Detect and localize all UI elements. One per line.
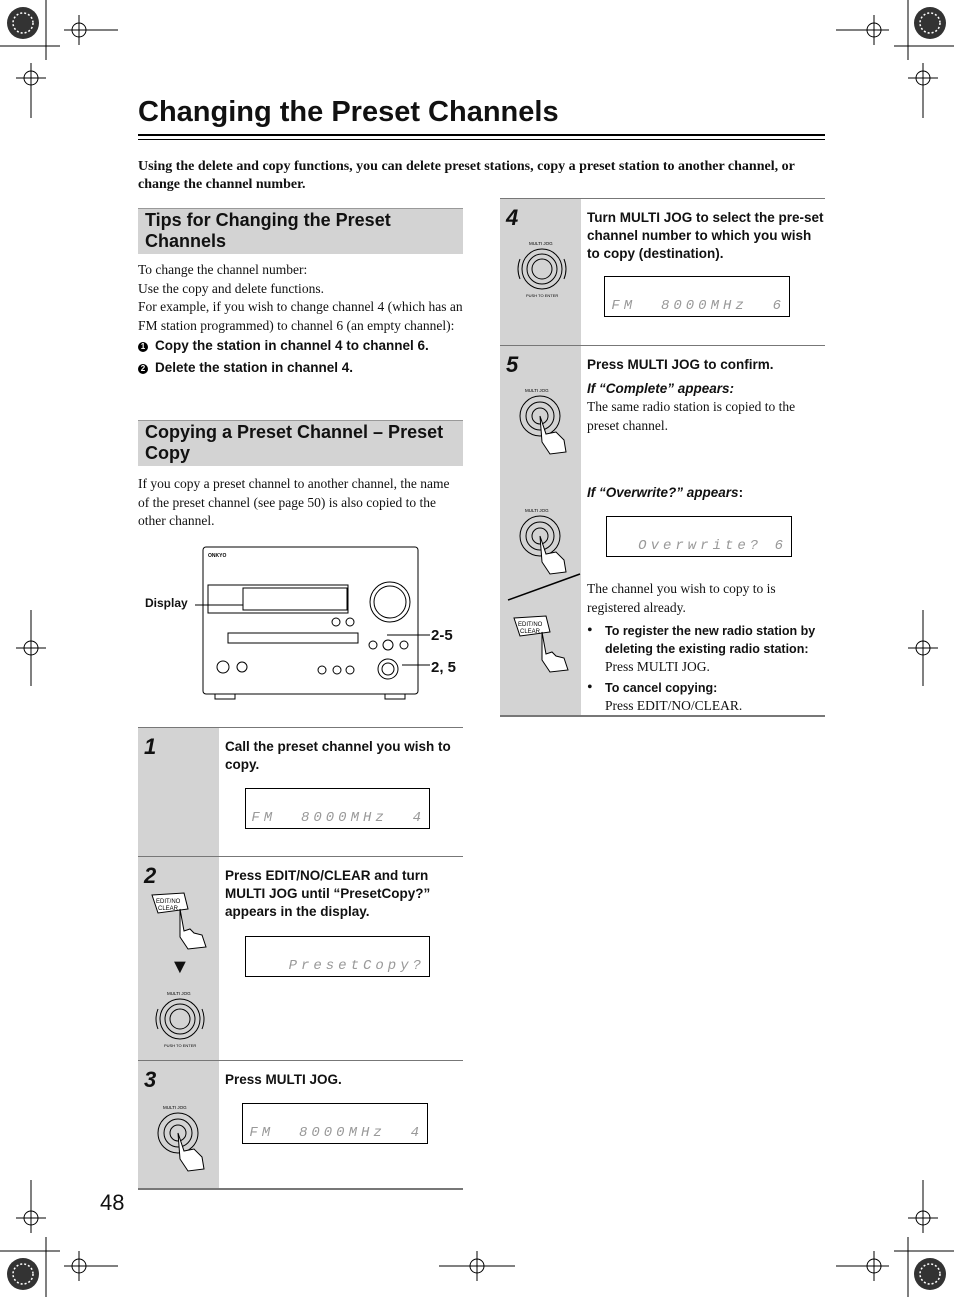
overwrite-text: The channel you wish to copy to is registered already. [587,581,776,615]
intro-text: Using the delete and copy functions, you can delete preset stations, copy a preset station to another channel, or change the channel number. [138,159,795,192]
multi-jog-press-icon [512,506,572,576]
tips-item [138,337,463,355]
tips-p2: Use the copy and delete functions. [138,280,324,296]
callout-2-5: 2-5 [431,627,453,644]
step-4 [500,198,825,345]
svg-text:MULTI JOG: MULTI JOG [167,991,191,996]
edit-button-hand-icon [150,891,210,951]
step-1 [138,727,463,856]
svg-text:MULTI JOG: MULTI JOG [529,241,553,246]
page-number: 48 [100,1190,125,1215]
lcd-display: FM 8000MHz 4 [245,788,430,829]
tips-item-text: Copy the station in channel 4 to channel 6. [155,338,429,353]
bullet-text: Press EDIT/NO/CLEAR. [605,697,743,713]
title-rule [138,139,825,140]
svg-text:CLEAR: CLEAR [158,906,179,912]
tips-item-text: Delete the station in channel 4. [155,360,354,375]
svg-text:MULTI JOG: MULTI JOG [163,1105,187,1110]
colon: : [738,485,744,500]
complete-text: The same radio station is copied to the preset channel. [587,399,796,433]
bullet-text: Press MULTI JOG. [605,659,710,674]
number-badge: 1 [138,342,148,352]
svg-text:CLEAR: CLEAR [520,629,541,635]
multi-jog-press-icon [512,386,572,456]
svg-text:ONKYO: ONKYO [208,553,227,559]
svg-text:PUSH TO ENTER: PUSH TO ENTER [164,1043,197,1048]
page-title: Changing the Preset Channels [138,96,559,128]
bullet-item: • To register the new radio station by deleting the existing radio station: Press MULTI JOG. [587,622,825,677]
step-title: Press MULTI JOG to confirm. [587,357,774,372]
step-number: 5 [506,352,519,377]
step-title: Call the preset channel you wish to copy. [225,739,451,772]
display-label: Display [145,596,188,610]
divider [500,715,825,717]
complete-heading: If “Complete” appears: [587,381,735,396]
or-divider-line [506,572,581,602]
multi-jog-press-icon [150,1103,210,1173]
overwrite-heading [587,484,825,502]
step-number: 3 [144,1067,157,1092]
step-title: Press EDIT/NO/CLEAR and turn MULTI JOG until “PresetCopy?” appears in the display. [225,868,431,919]
svg-text:EDIT/NO: EDIT/NO [518,622,543,628]
divider [138,1188,463,1190]
bullet-heading: To register the new radio station by deleting the existing radio station: [605,624,816,656]
bullet-heading: To cancel copying: [605,680,718,695]
lcd-display: FM 8000MHz 6 [604,276,790,317]
multi-jog-dial-icon [150,989,210,1049]
multi-jog-dial-icon [512,239,572,299]
step-number: 4 [506,205,519,230]
number-badge: 2 [138,364,148,374]
title-rule [138,134,825,136]
lcd-display: PresetCopy? [245,936,430,977]
svg-text:EDIT/NO: EDIT/NO [156,899,181,905]
lcd-display: Overwrite? 6 [606,516,792,557]
edit-button-hand-icon [512,614,572,674]
tips-item [138,359,463,377]
step-number: 1 [144,734,157,759]
step-3 [138,1060,463,1189]
step-5 [500,345,825,716]
step-2 [138,856,463,1060]
tips-p1: To change the channel number: [138,262,308,277]
overwrite-heading-text: If “Overwrite?” appears [587,485,739,500]
step-title: Press MULTI JOG. [225,1072,342,1087]
svg-text:MULTI JOG: MULTI JOG [525,388,549,393]
step-number: 2 [144,863,157,888]
lcd-display: FM 8000MHz 4 [242,1103,428,1144]
tips-body [138,261,463,377]
step-title: Turn MULTI JOG to select the pre-set channel number to which you wish to copy (destination). [587,210,824,261]
svg-text:PUSH TO ENTER: PUSH TO ENTER [526,293,559,298]
copy-body: If you copy a preset channel to another channel, the name of the preset channel (see page 50) is also copied to the other channel. [138,476,450,528]
tips-p3: For example, if you wish to change channel 4 (which has an FM station programmed) to channel 6 (an empty channel): [138,299,463,333]
callout-2-and-5: 2, 5 [431,659,457,676]
bullet-item: • To cancel copying: Press EDIT/NO/CLEAR. [587,679,825,716]
receiver-illustration [190,545,430,705]
section-heading-tips: Tips for Changing the Preset Channels [138,208,463,254]
svg-text:MULTI JOG: MULTI JOG [525,508,549,513]
section-heading-copy: Copying a Preset Channel – Preset Copy [138,420,463,466]
arrow-down-icon: ▼ [170,956,190,978]
